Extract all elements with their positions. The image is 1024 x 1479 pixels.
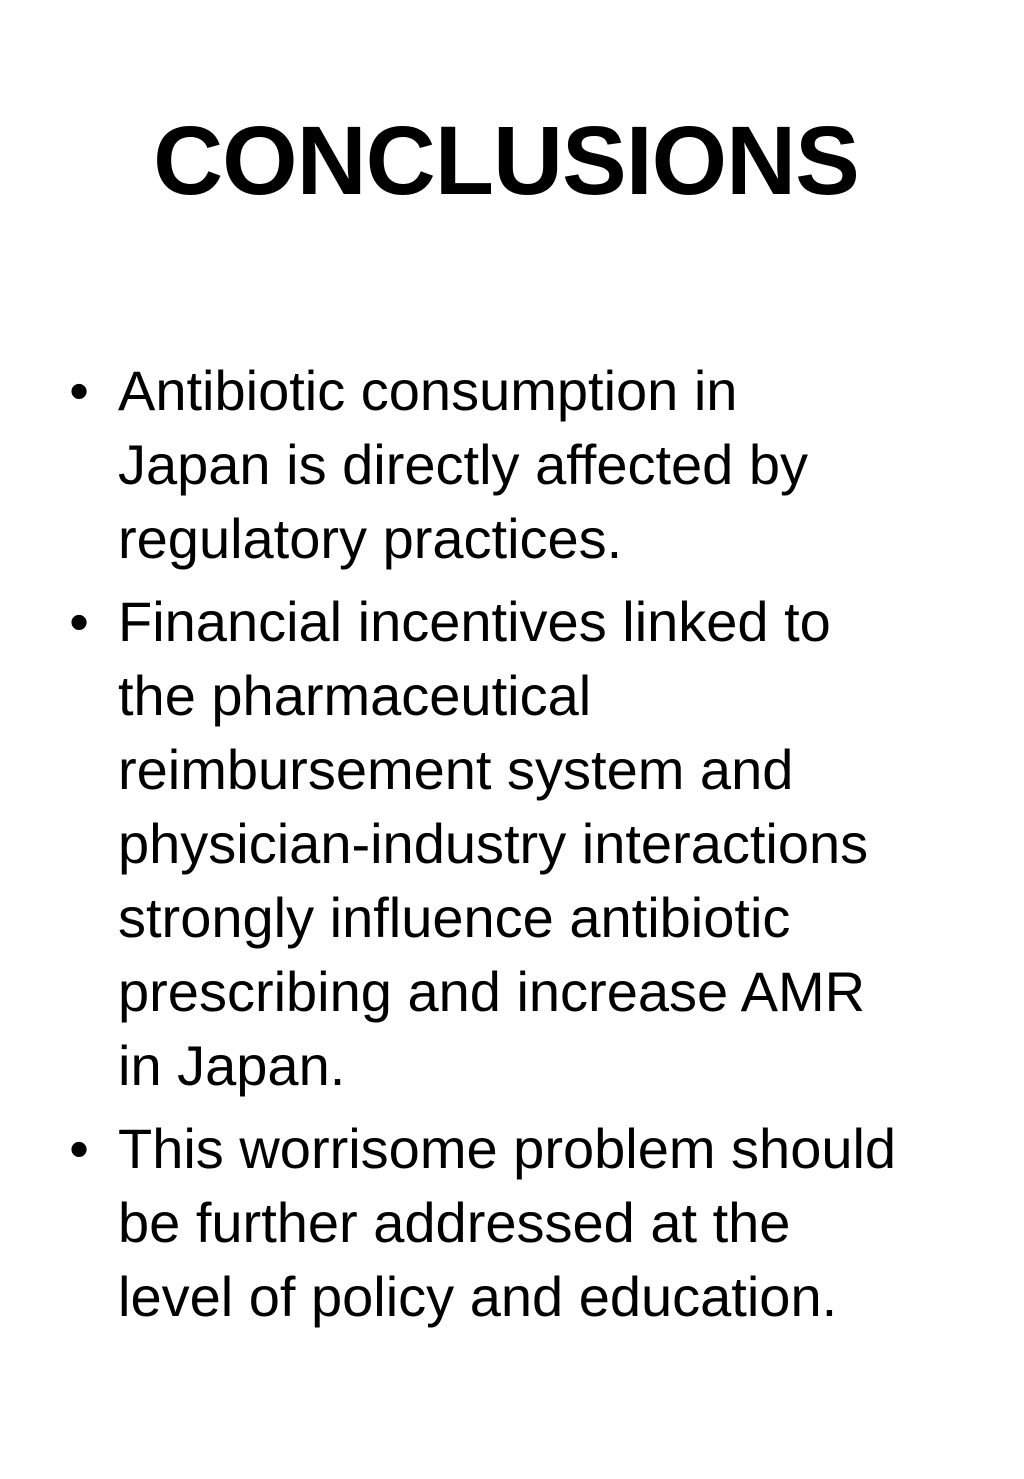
bullet-text-line: level of policy and education.	[118, 1265, 838, 1328]
bullet-text-line: the pharmaceutical	[118, 664, 592, 727]
slide-title: CONCLUSIONS	[153, 106, 859, 215]
bullet-text-line: strongly influence antibiotic	[118, 886, 791, 949]
bullet-dot-icon: •	[69, 359, 89, 422]
bullet-text-line: Financial incentives linked to	[118, 590, 831, 653]
bullet-text-line: This worrisome problem should	[118, 1117, 897, 1180]
bullet-list	[0, 354, 1000, 1343]
bullet-item	[0, 585, 1000, 1103]
bullet-text-line: reimbursement system and	[118, 738, 794, 801]
bullet-text-line: in Japan.	[118, 1034, 346, 1097]
bullet-text-line: Antibiotic consumption in	[118, 359, 738, 422]
bullet-dot-icon: •	[69, 1117, 89, 1180]
bullet-text-line: Japan is directly affected by	[118, 433, 809, 496]
bullet-text-line: be further addressed at the	[118, 1191, 791, 1254]
bullet-text-line: regulatory practices.	[118, 507, 623, 570]
bullet-item	[0, 354, 1000, 576]
bullet-item	[0, 1112, 1000, 1334]
bullet-text-line: prescribing and increase AMR	[118, 960, 866, 1023]
bullet-text-line: physician-industry interactions	[118, 812, 869, 875]
bullet-dot-icon: •	[69, 590, 89, 653]
